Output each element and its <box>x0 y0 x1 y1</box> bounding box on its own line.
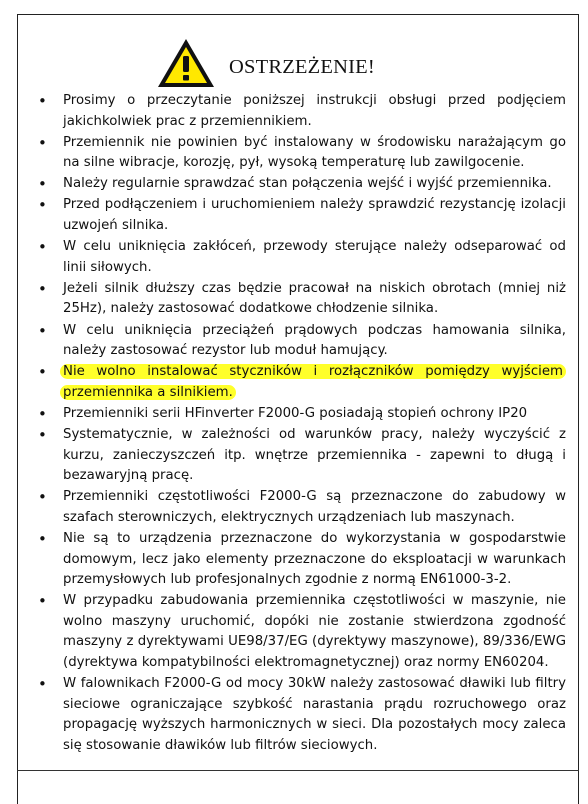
page-title: OSTRZEŻENIE! <box>229 56 375 78</box>
list-item: • Systematycznie, w zależności od warunków pracy, należy wyczyścić z kurzu, zanieczyszczeń itp. wnętrze przemiennika - zapewni to długą i bezawaryjną pracę. <box>18 425 580 487</box>
list-item: • Przemiennik nie powinien być instalowany w środowisku narażającym go na silne wibracje, korozję, pył, wysoką temperaturę lub zawilgocenie. <box>18 133 580 174</box>
list-item: • W celu uniknięcia przeciążeń prądowych podczas hamowania silnika, należy zastosować rezystor lub moduł hamujący. <box>18 321 580 362</box>
list-item: • W falownikach F2000-G od mocy 30kW należy zastosować dławiki lub filtry sieciowe ograniczające szybkość narastania prądu rozruchowego oraz propagację wyższych harmonicznych w sieci. Dla pozostałych mocy zaleca się stosowanie dławików lub filtrów sieciowych. <box>18 674 580 756</box>
document-page <box>17 14 579 804</box>
list-item: • Przemienniki serii HFinverter F2000-G posiadają stopień ochrony IP20 <box>18 404 580 425</box>
list-item: • Prosimy o przeczytanie poniższej instrukcji obsługi przed podjęciem jakichkolwiek prac z przemiennikiem. <box>18 91 580 132</box>
list-item: • Przemienniki częstotliwości F2000-G są przeznaczone do zabudowy w szafach sterowniczych, elektrycznych urządzeniach lub maszynach. <box>18 487 580 528</box>
list-item: • W przypadku zabudowania przemiennika częstotliwości w maszynie, nie wolno maszyny uruchomić, dopóki nie zostanie stwierdzona zgodność maszyny z dyrektywami UE98/37/EG (dyrektywy maszynowe), 89/336/EWG (dyrektywa kompatybilności elektromagnetycznej) oraz normy EN60204. <box>18 591 580 673</box>
highlighted-text: Nie wolno instalować styczników i rozłączników pomiędzy wyjściem przemiennika a silnikiem. <box>60 364 566 400</box>
list-item: • W celu uniknięcia zakłóceń, przewody sterujące należy odseparować od linii siłowych. <box>18 237 580 278</box>
page-bottom-divider <box>17 770 579 771</box>
list-item: • Jeżeli silnik dłuższy czas będzie pracował na niskich obrotach (mniej niż 25Hz), należy zastosować dodatkowe chłodzenie silnika. <box>18 279 580 320</box>
warning-header <box>18 35 580 93</box>
list-item: • Nie są to urządzenia przeznaczone do wykorzystania w gospodarstwie domowym, lecz jako elementy przeznaczone do eksploatacji w warunkach przemysłowych lub profesjonalnych zgodnie z normą EN61000-3-2. <box>18 529 580 591</box>
list-item-highlighted <box>18 362 580 403</box>
list-item: • Przed podłączeniem i uruchomieniem należy sprawdzić rezystancję izolacji uzwojeń silnika. <box>18 195 580 236</box>
list-item: • Należy regularnie sprawdzać stan połączenia wejść i wyjść przemiennika. <box>18 174 580 195</box>
warning-list <box>18 91 580 757</box>
warning-triangle-icon <box>155 36 217 90</box>
